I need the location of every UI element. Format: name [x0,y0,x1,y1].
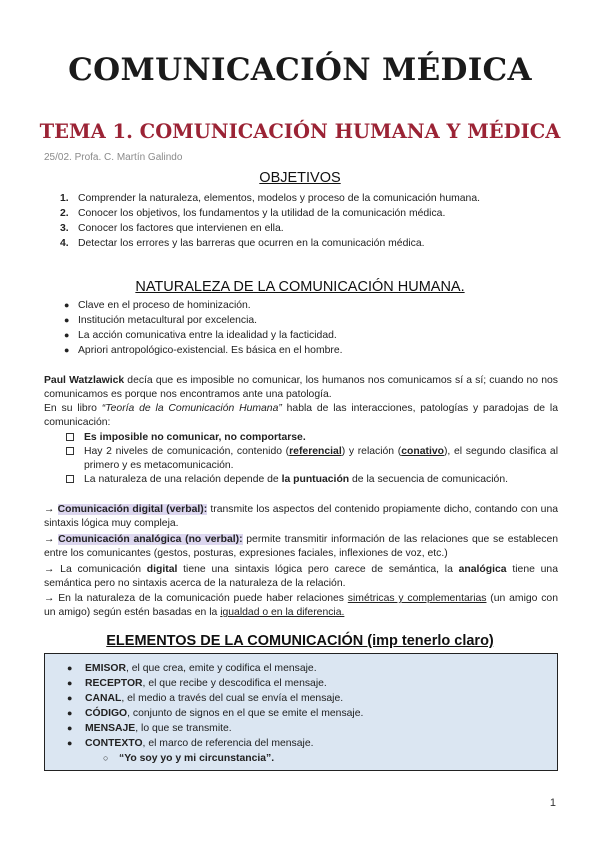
list-item: 2. Conocer los objetivos, los fundamentos y la utilidad de la comunicación médica. [60,208,446,219]
elementos-box [44,653,558,771]
naturaleza-heading: NATURALEZA DE LA COMUNICACIÓN HUMANA. [135,279,465,295]
list-item: 1. Comprender la naturaleza, elementos, modelos y proceso de la comunicación humana. [60,193,480,204]
date-author: 25/02. Profa. C. Martín Galindo [44,152,183,163]
checkbox-icon [66,433,74,441]
list-item: ● CONTEXTO, el marco de referencia del mensaje. [67,738,314,749]
elementos-list [45,661,557,766]
list-item: 3. Conocer los factores que intervienen en ella. [60,223,284,234]
list-item: ● CANAL, el medio a través del cual se envía el mensaje. [67,693,344,704]
tema-title: TEMA 1. COMUNICACIÓN HUMANA Y MÉDICA [39,120,561,143]
list-item: Es imposible no comunicar, no comportarse. [44,431,558,445]
list-item: Hay 2 niveles de comunicación, contenido (referencial) y relación (conativo), el segundo clasifica al primero y es metacomunicación. [44,445,558,473]
naturaleza-list [44,298,343,358]
list-item: La naturaleza de una relación depende de la puntuación de la secuencia de comunicación. [44,473,558,487]
watzlawick-paragraph: Paul Watzlawick decía que es imposible no comunicar, los humanos nos comunicamos sí a sí; cuando no nos comunicamos es porque nos encontramos ante una patología. En su libro “Teoría de la Comunicación Humana” habla de las interacciones, patologías y paradojas de la comunicación: [44,375,558,428]
list-item: ● CÓDIGO, conjunto de signos en el que se emite el mensaje. [67,708,364,719]
comparacion-paragraph: → La comunicación digital tiene una sintaxis lógica pero carece de semántica, la analógica tiene una semántica pero no sintaxis acerca de la naturaleza de la relación. [44,564,558,589]
sub-list-item: ○ “Yo soy yo y mi circunstancia”. [103,753,275,764]
checkbox-icon [66,475,74,483]
list-item: ● RECEPTOR, el que recibe y descodifica el mensaje. [67,678,327,689]
list-item: ● EMISOR, el que crea, emite y codifica el mensaje. [67,663,317,674]
digital-paragraph: → Comunicación digital (verbal): transmite los aspectos del contenido propiamente dicho, contando con una sintaxis lógica muy compleja. [44,504,559,529]
document-title: COMUNICACIÓN MÉDICA [68,52,532,88]
axiomas-list [44,431,558,487]
objetivos-list [44,191,564,251]
objetivos-heading: OBJETIVOS [259,170,341,186]
list-item: 4. Detectar los errores y las barreras que ocurren en la comunicación médica. [60,238,425,249]
list-item: ● Apriori antropológico-existencial. Es básica en el hombre. [64,345,343,356]
elementos-heading: ELEMENTOS DE LA COMUNICACIÓN (imp tenerlo claro) [106,633,494,649]
list-item: ● Institución metacultural por excelencia. [64,315,258,326]
checkbox-icon [66,447,74,455]
list-item: ● MENSAJE, lo que se transmite. [67,723,232,734]
analogica-paragraph: → Comunicación analógica (no verbal): permite transmitir información de las relaciones que se establecen entre los comunicantes (gestos, posturas, expresiones faciales, inflexiones de voz, etc.) [44,534,559,559]
list-item: ● Clave en el proceso de hominización. [64,300,251,311]
relaciones-paragraph: → En la naturaleza de la comunicación puede haber relaciones simétricas y complementarias (un amigo con un amigo) según estén basadas en la igualdad o en la diferencia. [44,593,558,618]
list-item: ● La acción comunicativa entre la idealidad y la facticidad. [64,330,337,341]
page-number: 1 [549,797,556,809]
